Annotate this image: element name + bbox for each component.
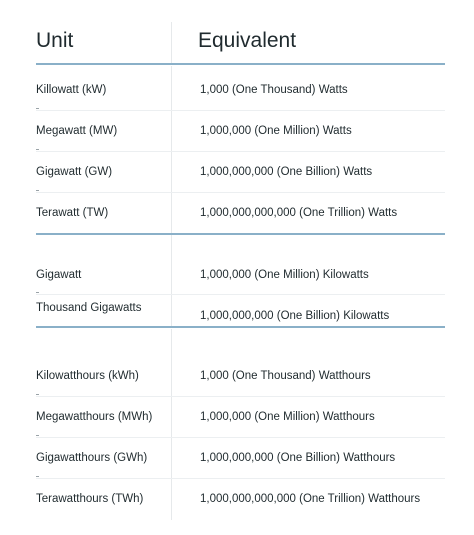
equivalent-column-header: Equivalent	[198, 29, 297, 52]
equivalent-cell: 1,000,000,000 (One Billion) Kilowatts	[200, 310, 390, 322]
column-divider	[171, 66, 172, 233]
unit-cell: Kilowatthours (kWh)	[36, 370, 139, 382]
unit-column-header: Unit	[36, 29, 74, 52]
row-separator	[36, 151, 445, 152]
equivalent-cell: 1,000 (One Thousand) Watts	[200, 84, 348, 96]
group-separator	[36, 326, 445, 328]
equivalent-cell: 1,000 (One Thousand) Watthours	[200, 370, 371, 382]
equivalent-cell: 1,000,000,000,000 (One Trillion) Watthours	[200, 493, 421, 505]
row-separator	[36, 192, 445, 193]
equivalent-cell: 1,000,000,000,000 (One Trillion) Watts	[200, 207, 398, 219]
column-divider	[171, 329, 172, 520]
row-marker	[36, 476, 39, 477]
unit-cell: Megawatt (MW)	[36, 125, 118, 137]
unit-cell: Terawatthours (TWh)	[36, 493, 144, 505]
row-marker	[36, 394, 39, 395]
column-divider	[171, 235, 172, 327]
equivalent-cell: 1,000,000,000 (One Billion) Watts	[200, 166, 373, 178]
row-separator	[36, 437, 445, 438]
unit-cell: Terawatt (TW)	[36, 207, 109, 219]
unit-cell: Megawatthours (MWh)	[36, 411, 153, 423]
unit-cell: Thousand Gigawatts	[36, 302, 142, 314]
equivalent-cell: 1,000,000 (One Million) Kilowatts	[200, 269, 369, 281]
group-separator	[36, 233, 445, 235]
unit-cell: Gigawatthours (GWh)	[36, 452, 148, 464]
unit-cell: Gigawatt (GW)	[36, 166, 113, 178]
row-separator	[36, 294, 445, 295]
row-separator	[36, 110, 445, 111]
equivalent-cell: 1,000,000,000 (One Billion) Watthours	[200, 452, 396, 464]
row-marker	[36, 149, 39, 150]
row-separator	[36, 478, 445, 479]
row-separator	[36, 396, 445, 397]
row-marker	[36, 292, 39, 293]
equivalent-cell: 1,000,000 (One Million) Watthours	[200, 411, 375, 423]
row-marker	[36, 108, 39, 109]
unit-cell: Killowatt (kW)	[36, 84, 107, 96]
row-marker	[36, 435, 39, 436]
header-underline	[36, 63, 445, 65]
row-marker	[36, 190, 39, 191]
unit-cell: Gigawatt	[36, 269, 82, 281]
equivalent-cell: 1,000,000 (One Million) Watts	[200, 125, 352, 137]
table-header	[0, 0, 474, 64]
